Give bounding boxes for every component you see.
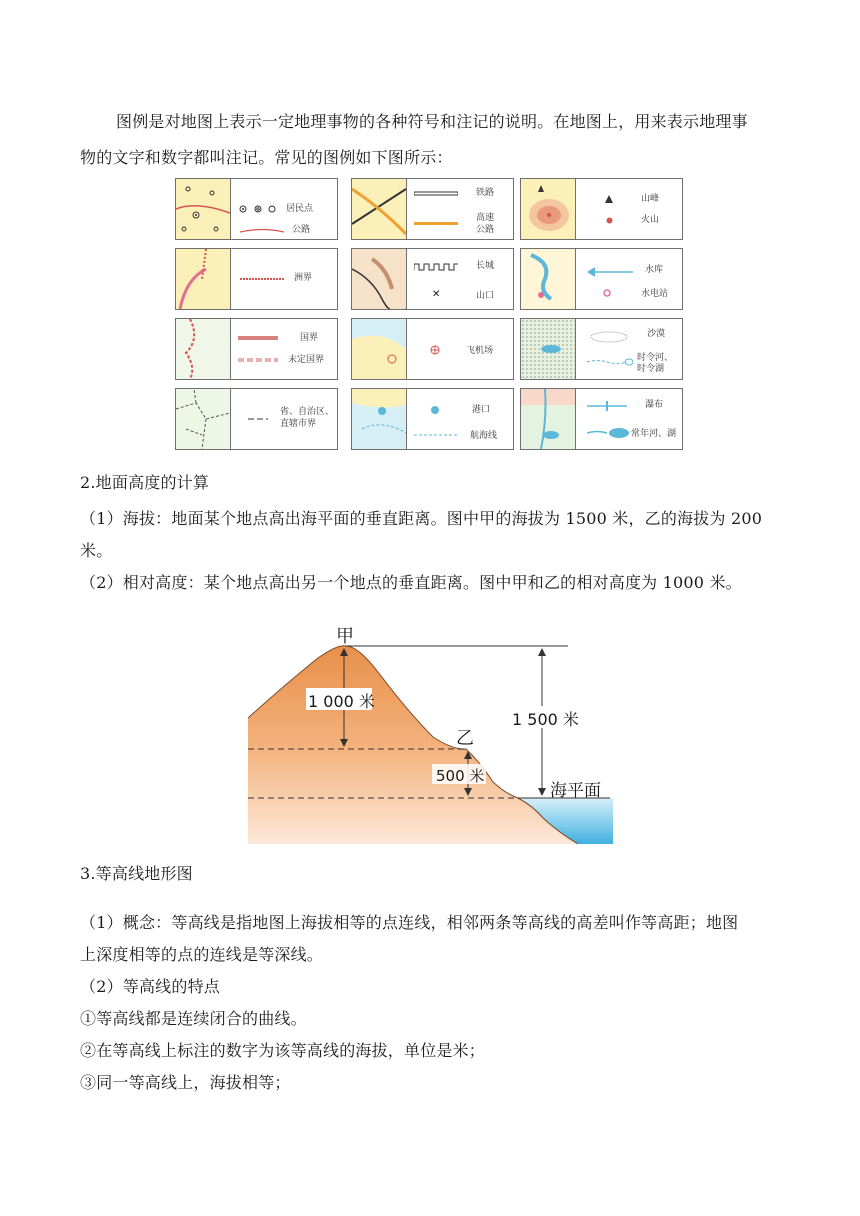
legend-figure (175, 178, 690, 452)
peak-label: 甲 (336, 626, 354, 647)
section2-p1-line-1: （1）海拔：地面某个地点高出海平面的垂直距离。图中甲的海拔为 1500 米，乙的海拔为 200 (80, 509, 763, 528)
section2-p1-line-2: 米。 (80, 541, 113, 560)
intro-line-2: 物的文字和数字都叫注记。常见的图例如下图所示： (80, 148, 453, 167)
absolute-height-label: 1 500 米 (512, 710, 579, 729)
legend-cell-reservoir (520, 248, 683, 310)
road-icon (240, 227, 284, 235)
intro-line-1: 图例是对地图上表示一定地理事物的各种符号和注记的说明。在地图上，用来表示地理事 (116, 112, 748, 131)
legend-label-province-1: 省、自治区、 (280, 407, 335, 417)
section3-item-1: ①等高线都是连续闭合的曲线。 (80, 1009, 307, 1028)
legend-label-waterfall: 瀑布 (645, 400, 664, 410)
settlement-icon (238, 203, 282, 215)
legend-cell-great-wall (351, 248, 514, 310)
legend-label-airport: 飞机场 (466, 346, 494, 356)
peak-icon (605, 195, 613, 203)
relative-height-label: 1 000 米 (308, 692, 375, 711)
legend-label-undefined-border: 未定国界 (288, 355, 325, 365)
perennial-river-icon (587, 427, 633, 439)
legend-label-highway-2: 公路 (476, 225, 495, 235)
legend-cell-national-border (175, 318, 338, 380)
airport-icon (430, 345, 440, 355)
land-profile (248, 646, 578, 844)
legend-label-perennial-river: 常年河、湖 (631, 429, 677, 439)
section3-item-3: ③同一等高线上，海拔相等； (80, 1073, 291, 1092)
legend-cell-port (351, 388, 514, 450)
legend-cell-peak (520, 178, 683, 240)
sea-route-icon (414, 433, 458, 437)
point-b-label: 乙 (456, 728, 474, 749)
section3-p2: （2）等高线的特点 (80, 977, 220, 996)
highway-icon (414, 221, 458, 227)
seasonal-river-icon (587, 357, 633, 367)
hydropower-icon (603, 289, 611, 297)
section3-item-2: ②在等高线上标注的数字为该等高线的海拔，单位是米； (80, 1041, 486, 1060)
legend-cell-settlement-road (175, 178, 338, 240)
desert-icon (589, 331, 629, 343)
legend-label-road: 公路 (292, 225, 311, 235)
reservoir-icon (587, 267, 633, 277)
waterfall-icon (587, 399, 627, 413)
legend-label-seasonal-river: 时令河、 (637, 353, 674, 363)
legend-label-desert: 沙漠 (647, 329, 666, 339)
legend-label-pass: 山口 (476, 291, 495, 301)
pass-icon: ✕ (432, 289, 441, 300)
elevation-diagram (248, 622, 613, 844)
undefined-border-icon (238, 357, 278, 363)
volcano-icon (606, 217, 613, 224)
legend-cell-continent (175, 248, 338, 310)
legend-label-province-2: 直辖市界 (280, 419, 317, 429)
legend-label-national-border: 国界 (300, 333, 319, 343)
sea-level-label: 海平面 (550, 781, 601, 801)
section2-heading: 2.地面高度的计算 (80, 473, 210, 492)
legend-label-peak: 山峰 (641, 194, 660, 204)
legend-label-highway-1: 高速 (476, 213, 495, 223)
legend-cell-province-border (175, 388, 338, 450)
section2-p2: （2）相对高度：某个地点高出另一个地点的垂直距离。图中甲和乙的相对高度为 1000 米。 (80, 573, 742, 592)
continent-boundary-icon (240, 277, 284, 281)
section3-p1-line-2: 上深度相等的点的连线是等深线。 (80, 945, 324, 964)
legend-label-sea-route: 航海线 (470, 431, 498, 441)
section3-p1-line-1: （1）概念：等高线是指地图上海拔相等的点连线，相邻两条等高线的高差叫作等高距；地图 (80, 913, 739, 932)
lower-height-label: 500 米 (436, 767, 485, 785)
legend-label-seasonal-lake: 时令湖 (637, 364, 665, 374)
legend-label-continent: 洲界 (294, 273, 313, 283)
legend-label-railway: 铁路 (476, 188, 495, 198)
railway-icon (414, 191, 458, 197)
national-border-icon (238, 335, 278, 341)
section3-heading: 3.等高线地形图 (80, 864, 193, 883)
legend-cell-airport (351, 318, 514, 380)
port-icon (430, 405, 440, 415)
legend-label-hydropower: 水电站 (641, 289, 669, 299)
legend-cell-desert (520, 318, 683, 380)
legend-cell-waterfall (520, 388, 683, 450)
province-border-icon (248, 417, 268, 421)
legend-label-great-wall: 长城 (476, 261, 495, 271)
legend-cell-railway (351, 178, 514, 240)
great-wall-icon (414, 263, 458, 271)
legend-label-volcano: 火山 (641, 215, 660, 225)
legend-label-reservoir: 水库 (645, 265, 664, 275)
legend-label-port: 港口 (472, 405, 491, 415)
legend-label-settlement: 居民点 (286, 204, 314, 214)
